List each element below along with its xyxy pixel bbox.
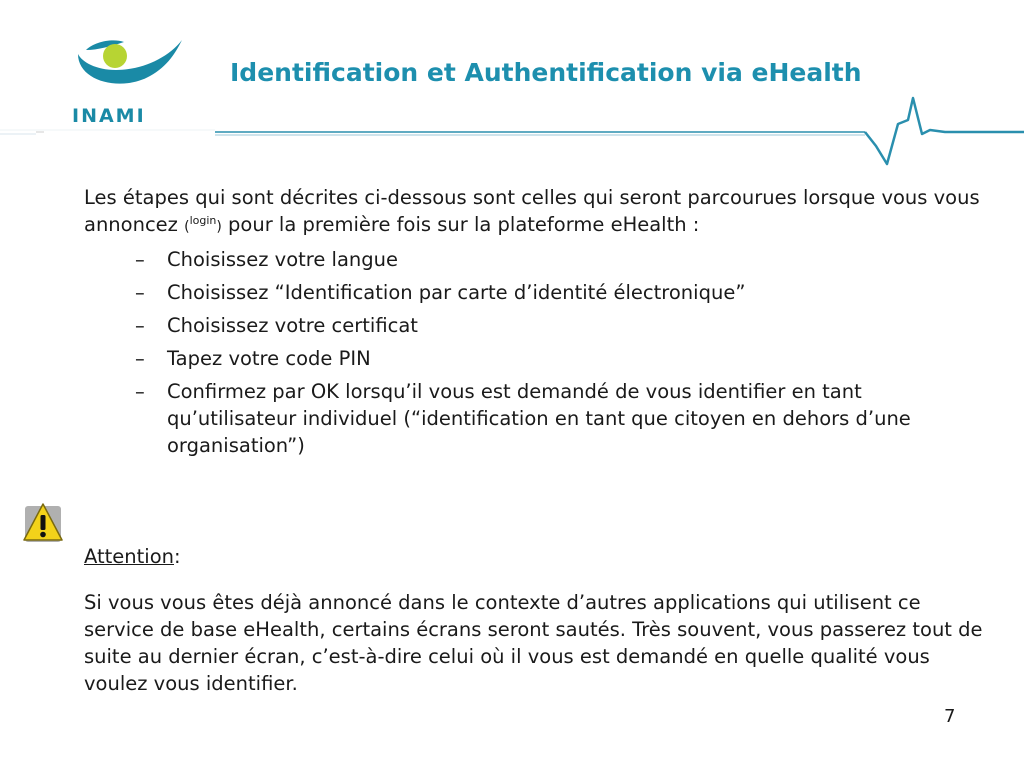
attention-label: Attention	[84, 544, 174, 568]
intro-login-sup: login	[189, 214, 217, 227]
header-heartbeat-line	[0, 92, 1024, 182]
intro-paren-close: )	[216, 219, 222, 235]
attention-heading	[84, 543, 989, 570]
main-content	[84, 184, 989, 465]
intro-paragraph	[84, 184, 989, 241]
attention-block	[84, 523, 989, 717]
list-item: – Choisissez “Identification par carte d’identité électronique”	[131, 279, 989, 306]
page-title: Identification et Authentification via eHealth	[230, 58, 862, 87]
list-item: – Confirmez par OK lorsqu’il vous est demandé de vous identifier en tant qu’utilisateur individuel (“identification en tant que citoyen en dehors d’une organisation”)	[131, 378, 989, 459]
intro-text-after: pour la première fois sur la plateforme eHealth :	[221, 213, 700, 236]
list-item: – Choisissez votre langue	[131, 246, 989, 273]
page-number: 7	[944, 706, 956, 727]
list-item: – Tapez votre code PIN	[131, 345, 989, 372]
attention-body: Si vous vous êtes déjà annoncé dans le contexte d’autres applications qui utilisent ce service de base eHealth, certains écrans seront sautés. Très souvent, vous passerez tout de suite au dernier écran, c’est-à-dire celui où il vous est demandé en quelle qualité vous voulez vous identifier.	[84, 591, 983, 695]
attention-colon: :	[174, 544, 181, 568]
intro-paren-open: (	[184, 219, 190, 235]
heartbeat-icon	[0, 92, 1024, 182]
logo-text: INAMI	[72, 105, 146, 126]
steps-list	[84, 246, 989, 459]
list-item: – Choisissez votre certificat	[131, 312, 989, 339]
warning-icon	[22, 502, 64, 546]
intro-text-before: Les étapes qui sont décrites ci-dessous sont celles qui seront parcourues lorsque vous vous annoncez	[84, 186, 980, 236]
